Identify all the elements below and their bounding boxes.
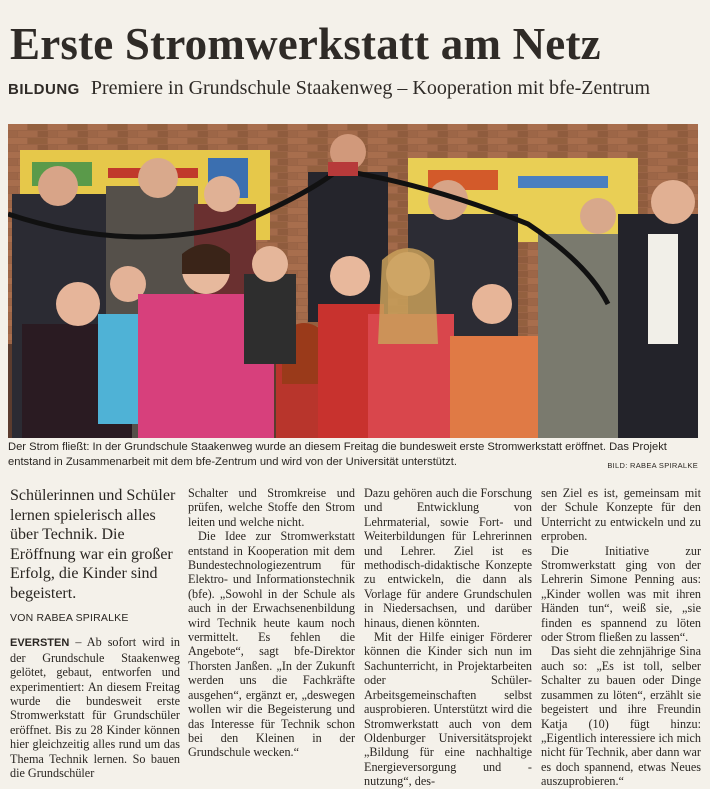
col2-paragraph-2: Die Idee zur Stromwerkstatt entstand in Kooperation mit dem Bundestechnologiezentrum für Elektro- und Informationstechnik (bfe). „Sowohl in der Schule als auch in der Erwachsenenbildung wird Technik heute kaum noch vermittelt. Es fehlen die Angebote“, sagt bfe-Direktor Thorsten Janßen. „In der Zukunft werden uns die Fachkräfte ausgehen“, ergänzt er, „deswegen wollen wir die Begeisterung und das Interesse für Technik schon bei den Kleinen in der Grundschule wecken.“ [188,529,355,760]
col4-paragraph-3: Das sieht die zehnjährige Sina auch so: „Es ist toll, selber Schalter zu bauen oder Dinge zusammen zu löten“, erzählt sie begeistert und ihre Freundin Katja (10) fügt hinzu: „Eigentlich interessiere ich mich nicht für Technik, aber dann war es doch spannend, etwas Neues auszuprobieren.“ [541,644,701,789]
col3-paragraph-2: Mit der Hilfe einiger Förderer können die Kinder sich nun im Sachunterricht, in Projektarbeiten oder Schüler-Arbeitsgemeinschaften selbst ausprobieren. Unterstützt wird die Stromwerkstatt auch von dem Oldenburger Universitätsprojekt „Bildung für eine nachhaltige Energieversorgung und -nutzung“, des- [364,630,532,789]
teaser: Schülerinnen und Schüler lernen spielerisch alles über Technik. Die Eröffnung war ein großer Erfolg, die Kinder sind begeistert. [10,487,176,602]
column-2 [188,486,355,760]
author-line: VON RABEA SPIRALKE [10,612,129,624]
section-kicker: BILDUNG [8,81,80,98]
column-1 [10,486,180,780]
subheadline-row [8,75,704,103]
col1-body: – Ab sofort wird in der Grundschule Staakenweg gelötet, gebaut, entworfen und experimentiert: An diesem Freitag wurde die bundesweit erste Stromwerkstatt für Grundschüler eröffnet. Bis zu 28 Kinder können hier gleichzeitig alles rund um das Thema Technik lernen. So bauen die Grundschüler [10,635,180,781]
photo-credit: BILD: RABEA SPIRALKE [607,461,698,470]
subheadline: Premiere in Grundschule Staakenweg – Kooperation mit bfe-Zentrum [90,77,651,99]
photo-caption [8,440,698,473]
col1-paragraph [10,635,180,780]
caption-text: Der Strom fließt: In der Grundschule Staakenweg wurde an diesem Freitag die bundesweit erste Stromwerkstatt eröffnet. Das Projekt entstand in Zusammenarbeit mit dem bfe-Zentrum und wird von der Universität unterstützt. [8,441,667,468]
col4-paragraph-2: Die Initiative zur Stromwerkstatt ging von der Lehrerin Simone Penning aus: „Kinder wollen was mit ihren Händen tun“, weiß sie, „sie finden es spannend zu löten oder Strom fließen zu lassen“. [541,543,701,645]
col2-paragraph-1: Schalter und Stromkreise und prüfen, welche Stoffe den Strom leiten und welche nicht. [188,486,355,529]
headline: Erste Stromwerkstatt am Netz [10,19,601,69]
dateline: EVERSTEN [10,637,70,650]
column-4 [541,486,701,789]
col3-paragraph-1: Dazu gehören auch die Forschung und Entwicklung von Lehrmaterial, sowie Fort- und Weiterbildungen für Lehrerinnen und Lehrer. Ziel ist es methodisch-didaktische Konzepte zu entwickeln, die dann als Vorlage für andere Grundschulen in Niedersachsen, und darüber hinaus, dienen könnten. [364,486,532,630]
col4-paragraph-1: sen Ziel es ist, gemeinsam mit der Schule Konzepte für den Unterricht zu entwickeln und zu erproben. [541,486,701,544]
article-photo [8,124,698,438]
column-3 [364,486,532,789]
